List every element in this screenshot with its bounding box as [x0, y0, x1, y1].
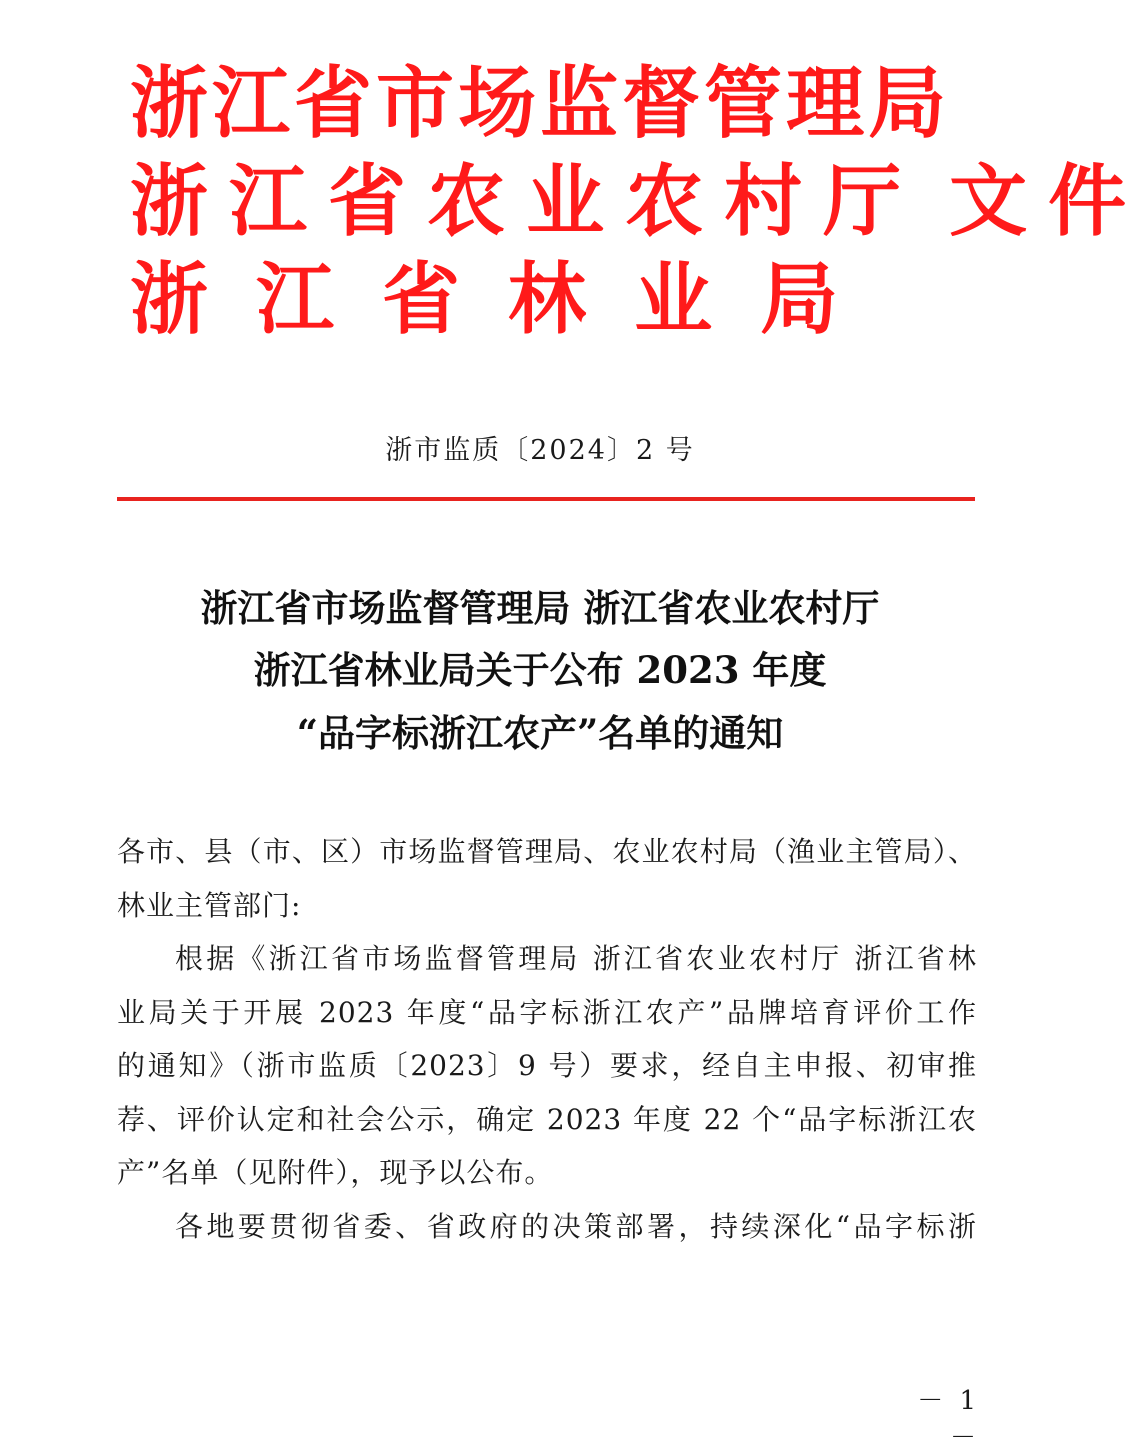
header-char: 省	[294, 59, 373, 149]
header-char: 浙	[130, 157, 209, 247]
document-number: 浙市监质〔2024〕2 号	[385, 435, 695, 466]
paragraph-1-line-2: 业局关于开展 2023 年度“品字标浙江农产”品牌培育评价工作	[117, 995, 977, 1029]
paragraph-1-line-4: 荐、评价认定和社会公示，确定 2023 年度 22 个“品字标浙江农	[117, 1102, 977, 1136]
header-line-1	[130, 58, 950, 150]
header-line-3	[130, 254, 886, 346]
salutation-line-2: 林业主管部门:	[117, 888, 302, 922]
header-char: 业	[526, 157, 605, 247]
paragraph-1-line-5: 产”名单（见附件），现予以公布。	[117, 1156, 554, 1189]
header-char: 农	[625, 157, 704, 247]
header-char: 理	[786, 59, 865, 149]
paragraph-2-line-1: 各地要贯彻省委、省政府的决策部署，持续深化“品字标浙	[175, 1209, 977, 1243]
header-char: 管	[704, 59, 783, 149]
header-char: 场	[458, 59, 537, 149]
header-char: 文	[949, 157, 1028, 247]
paragraph-1-line-3: 的通知》（浙市监质〔2023〕9 号）要求，经自主申报、初审推	[117, 1049, 977, 1082]
notice-title-line-1: 浙江省市场监督管理局 浙江省农业农村厅	[200, 586, 880, 630]
header-char: 林	[508, 255, 587, 345]
header-char: 业	[634, 255, 713, 345]
header-char: 监	[540, 59, 619, 149]
header-char: 省	[328, 157, 407, 247]
paragraph-1-line-1: 根据《浙江省市场监督管理局 浙江省农业农村厅 浙江省林	[175, 942, 977, 975]
header-char: 件	[1048, 157, 1127, 247]
header-char: 市	[376, 59, 455, 149]
header-char: 局	[760, 255, 839, 345]
header-line-2	[130, 156, 1147, 248]
notice-title-line-2: 浙江省林业局关于公布 2023 年度	[253, 648, 827, 692]
notice-body	[117, 825, 977, 1253]
header-char: 浙	[130, 255, 209, 345]
page-number: － 1 －	[917, 1386, 980, 1453]
header-char: 农	[427, 157, 506, 247]
header-char: 村	[724, 157, 803, 247]
header-char: 厅	[823, 157, 902, 247]
header-char: 江	[229, 157, 308, 247]
red-separator-line	[117, 497, 975, 501]
header-char: 江	[256, 255, 335, 345]
header-char: 省	[382, 255, 461, 345]
header-char: 江	[212, 59, 291, 149]
notice-title-line-3: “品字标浙江农产”名单的通知	[296, 711, 784, 755]
salutation-line-1: 各市、县（市、区）市场监督管理局、农业农村局（渔业主管局）、	[117, 835, 977, 868]
header-char: 局	[868, 59, 947, 149]
header-char: 督	[622, 59, 701, 149]
header-char: 浙	[130, 59, 209, 149]
